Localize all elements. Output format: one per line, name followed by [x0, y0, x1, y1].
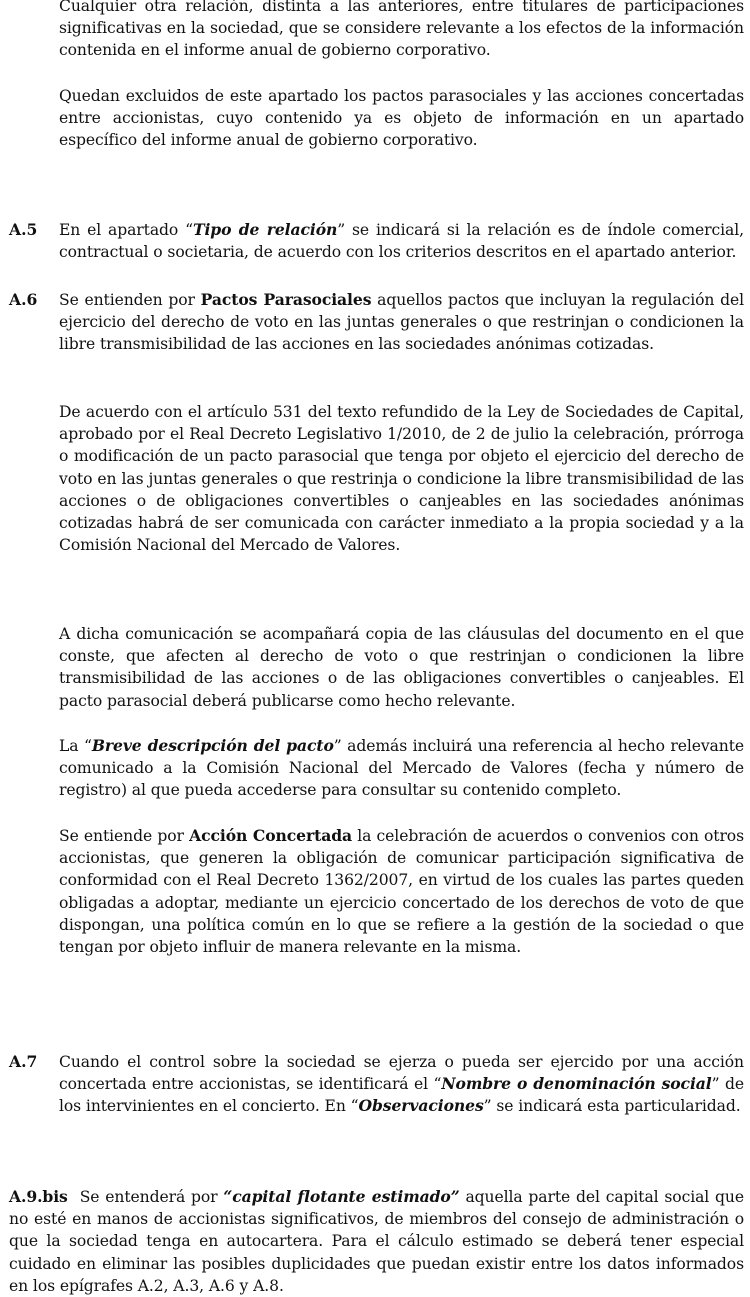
- text-run: aquellos pactos que incluyan la regulación del ejercicio del derecho de voto en las juntas generales o que restrinjan o condicionen la libre transmisibilidad de las acciones en las sociedades anónimas cotizadas.: [59, 291, 745, 354]
- paragraph-a6-article-531: [59, 401, 744, 556]
- paragraph-text: Quedan excluidos de este apartado los pactos parasociales y las acciones concertadas entre accionistas, cuyo contenido ya es objeto de información en un apartado específico del informe anual de gobierno corporativo.: [59, 87, 744, 150]
- emphasis-term: Tipo de relación: [192, 220, 338, 239]
- text-run: la celebración de acuerdos o convenios con otros accionistas, que generen la obligación de comunicar participación significativa de conformidad con el Real Decreto 1362/2007, en virtud de los cuales las partes queden obligadas a adoptar, mediante un ejercicio concertado de los derechos de voto de que dispongan, una política común en lo que se refiere a la gestión de la sociedad o que tengan por objeto influir de manera relevante en la misma.: [59, 827, 745, 957]
- text-run: ” se indicará si la relación es de índole comercial, contractual o societaria, de acuerdo con los criterios descritos en el apartado anterior.: [59, 221, 744, 262]
- text-run: ” de los intervinientes en el concierto. En “: [59, 1075, 744, 1116]
- text-run: Se entiende por: [59, 827, 190, 845]
- emphasis-term: “capital flotante estimado”: [223, 1187, 460, 1206]
- section-a6-text: [59, 289, 744, 356]
- defined-term: Acción Concertada: [189, 826, 353, 845]
- emphasis-term: Breve descripción del pacto: [91, 736, 334, 755]
- paragraph-text: De acuerdo con el artículo 531 del texto refundido de la Ley de Sociedades de Capital, aprobado por el Real Decreto Legislativo 1/2010, de 2 de julio la celebración, prórroga o modificación de un pacto parasocial que tenga por objeto el ejercicio del derecho de voto en las juntas generales o que restrinja o condicione la libre transmisibilidad de las acciones o de obligaciones convertibles o canjeables en las sociedades anónimas cotizadas habrá de ser comunicada con carácter inmediato a la propia sociedad y a la Comisión Nacional del Mercado de Valores.: [59, 403, 744, 555]
- section-label-a9bis: A.9.bis: [9, 1187, 68, 1206]
- text-run: Cuando el control sobre la sociedad se ejerza o pueda ser ejercido por una acción concertada entre accionistas, se identificará el “: [59, 1053, 744, 1094]
- paragraph-a6-breve-descripcion: [59, 735, 744, 802]
- text-run: ” además incluirá una referencia al hecho relevante comunicado a la Comisión Nacional del Mercado de Valores (fecha y número de registro) al que pueda accederse para consultar su contenido completo.: [59, 737, 744, 800]
- text-run: En el apartado “: [59, 221, 193, 239]
- section-a7-text: [59, 1051, 744, 1118]
- section-a5-text: [59, 219, 744, 263]
- text-run: Se entienden por: [59, 291, 201, 309]
- defined-term: Pactos Parasociales: [200, 290, 372, 309]
- emphasis-term: Nombre o denominación social: [441, 1074, 712, 1094]
- paragraph-a4-continuation-1: [59, 0, 744, 62]
- paragraph-a6-accion-concertada: [59, 825, 744, 958]
- paragraph-text: Cualquier otra relación, distinta a las anteriores, entre titulares de participaciones significativas en la sociedad, que se considere relevante a los efectos de la información contenida en el informe anual de gobierno corporativo.: [59, 0, 744, 60]
- paragraph-a4-continuation-2: [59, 85, 744, 152]
- paragraph-text: A dicha comunicación se acompañará copia de las cláusulas del documento en el que conste, que afecten al derecho de voto o que restrinjan o condicionen la libre transmisibilidad de las acciones o de las obligaciones convertibles o canjeables. El pacto parasocial deberá publicarse como hecho relevante.: [59, 625, 744, 710]
- text-run: Se entenderá por: [79, 1188, 224, 1206]
- text-run: La “: [59, 737, 92, 755]
- text-run: aquella parte del capital social que no esté en manos de accionistas significativos, de miembros del consejo de administración o que la sociedad tenga en autocartera. Para el cálculo estimado se deberá tener especial cuidado en eliminar las posibles duplicidades que puedan existir entre los datos informados en los epígrafes A.2, A.3, A.6 y A.8.: [9, 1188, 744, 1295]
- text-run: ” se indicará esta particularidad.: [483, 1097, 741, 1116]
- section-label-a6: A.6: [9, 290, 38, 309]
- emphasis-term: Observaciones: [358, 1096, 484, 1116]
- paragraph-a6-comunicacion: [59, 623, 744, 712]
- section-a9bis-text: [9, 1186, 744, 1297]
- section-label-a7: A.7: [9, 1052, 38, 1071]
- section-label-a5: A.5: [9, 220, 38, 239]
